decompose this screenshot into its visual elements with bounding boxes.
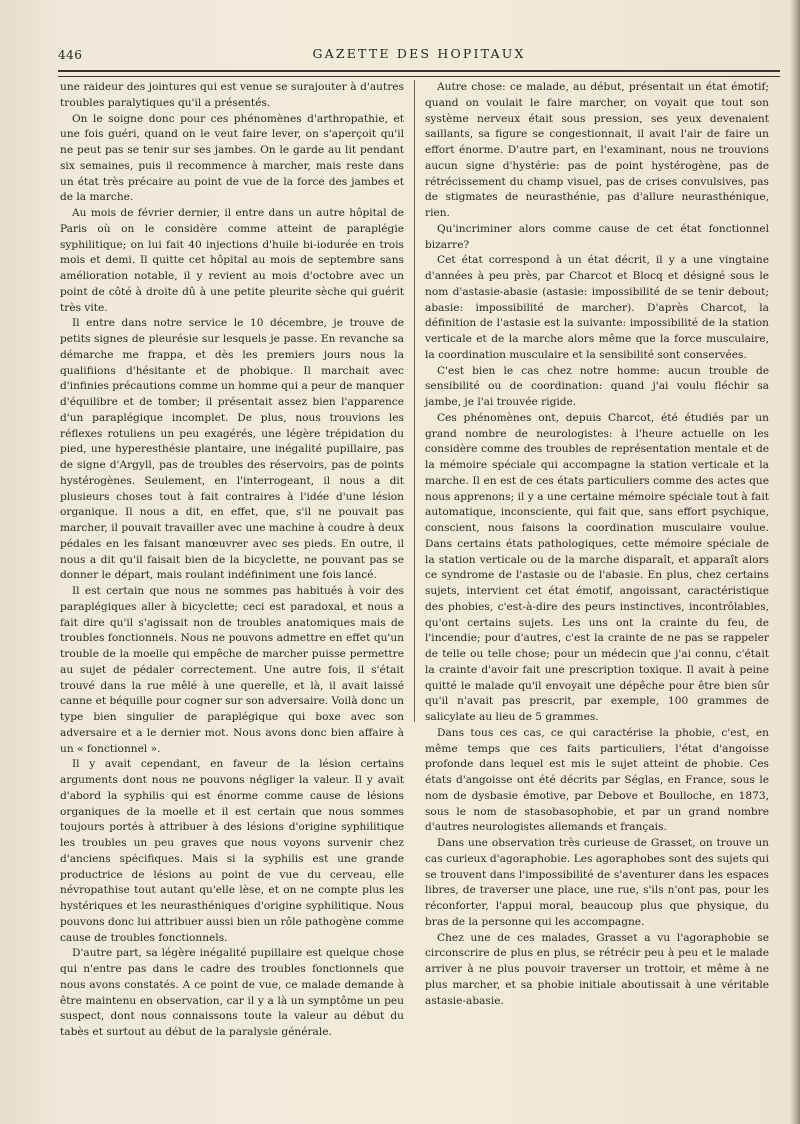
paragraph: D'autre part, sa légère inégalité pupillaire est quelque chose qui n'entre pas dans le cadre des troubles fonctionnels que nous avons constatés. A ce point de vue, ce malade demande à être maintenu en observation, car il y a là un symptôme un peu suspect, dont nous connaissons toute la valeur au début du tabès et surtout au début de la paralysie générale.	[60, 947, 404, 1038]
paragraph: Dans une observation très curieuse de Grasset, on trouve un cas curieux d'agoraphobie. Les agoraphobes sont des sujets qui se trouvent dans l'impossibilité de s'aventurer dans les espaces libres, de traverser une place, une rue, s'ils n'ont pas, pour les réconforter, l'appui moral, beaucoup plus que physique, du bras de la personne qui les accompagne.	[425, 837, 769, 928]
paragraph: une raideur des jointures qui est venue se surajouter à d'autres troubles paralytiques qu'il a présentés.	[60, 81, 404, 109]
paragraph: Il est certain que nous ne sommes pas habitués à voir des paraplégiques aller à bicyclette; ceci est paradoxal, et nous a fait dire qu'il s'agissait non de troubles anatomiques mais de troubles fonctionnels. Nous ne pouvons admettre en effet qu'un trouble de la moelle qui empêche de marcher puisse permettre au sujet de pédaler correctement. Une autre fois, il s'était trouvé dans la rue mêlé à une querelle, et là, il avait laissé canne et béquille pour cogner sur son adversaire. Voilà donc un type bien singulier de paraplégique qui boxe avec son adversaire et a le dernier mot. Nous avons donc bien affaire à un « fonctionnel ».	[60, 585, 404, 755]
page-number: 446	[58, 48, 83, 62]
left-column	[60, 80, 404, 1041]
paragraph: Au mois de février dernier, il entre dans un autre hôpital de Paris où on le considère comme atteint de paraplégie syphilitique; on lui fait 40 injections d'huile bi-iodurée en trois mois et demi. Il quitte cet hôpital au mois de septembre sans amélioration notable, il y revient au mois d'octobre avec un point de côté à droite dû à une petite pleurite sèche qui guérit très vite.	[60, 207, 404, 314]
paragraph: C'est bien le cas chez notre homme: aucun trouble de sensibilité ou de coordination: quand j'ai voulu fléchir sa jambe, je l'ai trouvée rigide.	[425, 364, 769, 408]
paragraph: Chez une de ces malades, Grasset a vu l'agoraphobie se circonscrire de plus en plus, se rétrécir peu à peu et le malade arriver à ne plus pouvoir traverser un trottoir, et même à ne plus marcher, et sa phobie initiale aboutissait à une véritable astasie-abasie.	[425, 931, 769, 1007]
page-edge-shadow	[790, 0, 800, 1124]
journal-title: GAZETTE DES HOPITAUX	[312, 46, 526, 61]
paragraph: Cet état correspond à un état décrit, il y a une vingtaine d'années à peu près, par Charcot et Blocq et désigné sous le nom d'astasie-abasie (astasie: impossibilité de se tenir debout; abasie: impossibilité de marcher). D'après Charcot, la définition de l'astasie est la suivante: impossibilité de la station verticale et de la marche alors même que la force musculaire, la coordination musculaire et la sensibilité sont conservées.	[425, 254, 769, 361]
paragraph: Autre chose: ce malade, au début, présentait un état émotif; quand on voulait le faire marcher, on voyait que tout son système nerveux était sous pression, ses yeux devenaient saillants, sa figure se congestionnait, il avait l'air de faire un effort énorme. D'autre part, en l'examinant, nous ne trouvions aucun signe d'hystérie: pas de point hystérogène, pas de rétrécissement du champ visuel, pas de crises convulsives, pas de stigmates de neurasthénie, pas d'allure neurasthénique, rien.	[425, 81, 769, 219]
paragraph: Il y avait cependant, en faveur de la lésion certains arguments dont nous ne pouvons négliger la valeur. Il y avait d'abord la syphilis qui est énorme comme cause de lésions organiques de la moelle et il est certain que nous sommes toujours portés à attribuer à des lésions d'origine syphilitique les troubles un peu graves que nous voyons survenir chez d'anciens spécifiques. Mais si la syphilis est une grande productrice de lésions au point de vue du cerveau, elle névropathise tout autant qu'elle lèse, et on ne compte plus les hystériques et les neurasthéniques d'origine syphilitique. Nous pouvons donc lui attribuer aussi bien un rôle pathogène comme cause de troubles fonctionnels.	[60, 758, 404, 944]
paragraph: Qu'incriminer alors comme cause de cet état fonctionnel bizarre?	[425, 222, 769, 251]
paragraph: Dans tous ces cas, ce qui caractérise la phobie, c'est, en même temps que ces faits particuliers, l'état d'angoisse profonde dans lequel est mis le sujet atteint de phobie. Ces états d'angoisse ont été décrits par Séglas, en France, sous le nom de dysbasie émotive, par Debove et Boulloche, en 1873, sous le nom de stasobasophobie, et par un grand nombre d'autres neurologistes allemands et français.	[425, 726, 769, 834]
paragraph: Ces phénomènes ont, depuis Charcot, été étudiés par un grand nombre de neurologistes: à l'heure actuelle on les considère comme des troubles de représentation mentale et de la mémoire spéciale qui accompagne la station verticale et la marche. Il en est de ces états particuliers comme des actes que nous apprenons; il y a une certaine mémoire spéciale tout à fait automatique, inconsciente, qui fait que, sans effort psychique, conscient, nous faisons la coordination musculaire voulue. Dans certains états pathologiques, cette mémoire spéciale de la station verticale ou de la marche disparaît, et apparaît alors ce syndrome de l'astasie ou de l'abasie. En plus, chez certains sujets, intervient cet état émotif, angoissant, caractéristique des phobies, c'est-à-dire des peurs instinctives, incontrôlables, qu'ont certains sujets. Les uns ont la crainte du feu, de l'incendie; pour d'autres, c'est la crainte de ne pas se rappeler de telle ou telle chose; pour un médecin que j'ai connu, c'était la crainte d'avoir fait une prescription toxique. Il avait à peine quitté le malade qu'il envoyait une dépêche pour être bien sûr qu'il n'avait pas prescrit, par exemple, 100 grammes de salicylate au lieu de 5 grammes.	[425, 411, 769, 723]
column-divider	[414, 80, 415, 722]
paragraph: On le soigne donc pour ces phénomènes d'arthropathie, et une fois guéri, quand on le veut faire lever, on s'aperçoit qu'il ne peut pas se tenir sur ses jambes. On le garde au lit pendant six semaines, puis il recommence à marcher, mais reste dans un état très précaire au point de vue de la force des jambes et de la marche.	[60, 112, 404, 204]
paragraph: Il entre dans notre service le 10 décembre, je trouve de petits signes de pleurésie sur lesquels je passe. En revanche sa démarche me frappa, et dès les premiers jours nous la qualifiions d'hésitante et de phobique. Il marchait avec d'infinies précautions comme un homme qui a peur de manquer d'équilibre et de tomber; il présentait assez bien l'apparence d'un paraplégique incomplet. De plus, nous trouvions les réflexes rotuliens un peu exagérés, une légère trépidation du pied, une hyperesthésie plantaire, une inégalité pupillaire, pas de signe d'Argyll, pas de troubles des réservoirs, pas de points hystérogènes. Seulement, en l'interrogeant, il nous a dit plusieurs choses tout à fait contraires à l'idée d'une lésion organique. Il nous a dit, en effet, que, s'il ne pouvait pas marcher, il pouvait travailler avec une machine à coudre à deux pédales en les faisant manœuvrer avec ses pieds. En outre, il nous a dit qu'il faisait bien de la bicyclette, ne pouvant pas se donner le départ, mais roulant indéfiniment une fois lancé.	[60, 317, 404, 582]
page-header	[58, 44, 780, 66]
header-rule-thick	[58, 70, 780, 72]
header-rule-thin	[58, 76, 780, 77]
right-column	[425, 80, 769, 1009]
